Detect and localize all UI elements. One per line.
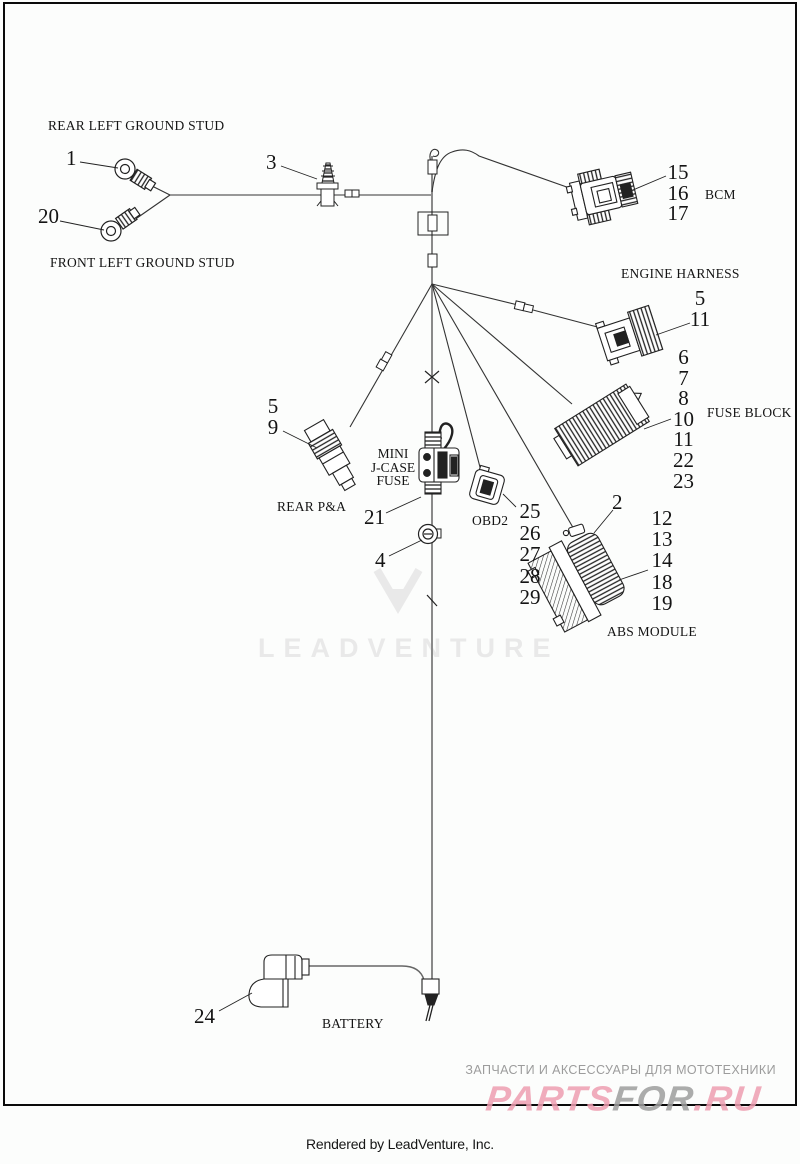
callout-14: 14	[651, 548, 673, 573]
callout-20: 20	[38, 204, 59, 228]
callout-3: 3	[266, 150, 277, 174]
callout-1: 1	[66, 146, 77, 170]
logo-ru-text: .RU	[692, 1079, 763, 1118]
label-engine-harness: ENGINE HARNESS	[621, 266, 740, 281]
callout-18: 18	[651, 569, 673, 594]
callout-2: 2	[612, 490, 623, 514]
label-bcm: BCM	[705, 187, 736, 202]
engine-harness-connector	[595, 305, 662, 366]
callout-5b: 5	[267, 394, 279, 418]
label-battery: BATTERY	[322, 1016, 384, 1031]
callout-6: 6	[678, 345, 689, 369]
bcm-callouts	[664, 162, 692, 224]
battery-terminal-boot	[249, 955, 309, 1007]
callout-7: 7	[678, 365, 689, 390]
callout-26: 26	[519, 520, 541, 545]
label-obd2: OBD2	[472, 513, 509, 528]
fuse-block-callouts	[669, 347, 698, 491]
bcm-wire	[432, 150, 578, 192]
callout-24: 24	[194, 1004, 215, 1028]
label-mini-jcase-fuse	[360, 447, 426, 488]
logo-parts-text: PARTS	[484, 1079, 616, 1118]
parts-store-tagline: ЗАПЧАСТИ И АКСЕССУАРЫ ДЛЯ МОТОТЕХНИКИ	[465, 1063, 776, 1077]
callout-29: 29	[519, 585, 541, 609]
bcm-connector	[564, 162, 640, 228]
harness-clip	[317, 163, 338, 206]
obd2-callouts	[515, 501, 545, 609]
grommet	[419, 525, 442, 544]
label-rear-left-ground-stud: REAR LEFT GROUND STUD	[48, 118, 225, 133]
callout-13: 13	[651, 527, 673, 552]
callout-5: 5	[694, 286, 706, 310]
abs-bolt	[563, 524, 585, 537]
callout-16: 16	[667, 180, 689, 205]
callout-12: 12	[651, 506, 673, 530]
rear-pa-connector	[302, 418, 362, 494]
label-abs-module: ABS MODULE	[607, 624, 697, 639]
callout-4: 4	[375, 548, 386, 572]
ring-terminal-rear	[115, 159, 157, 193]
logo-for-text: FOR	[610, 1079, 697, 1118]
engine-harness-callouts	[688, 288, 712, 330]
leadventure-v-logo-watermark	[377, 570, 419, 612]
callout-28: 28	[519, 563, 541, 588]
callout-11: 11	[689, 307, 711, 331]
callout-9: 9	[267, 414, 279, 439]
splice	[428, 215, 437, 231]
label-mini: MINI	[377, 446, 409, 461]
callout-17: 17	[667, 201, 689, 225]
callout-11b: 11	[673, 427, 694, 452]
label-fuse: FUSE	[376, 473, 410, 488]
ring-terminal-front	[101, 206, 141, 241]
partsfor-ru-logo	[484, 1079, 763, 1119]
label-jcase: J-CASE	[370, 459, 416, 475]
label-fuse-block: FUSE BLOCK	[707, 405, 792, 420]
label-rear-pa: REAR P&A	[277, 499, 347, 514]
inline-connector	[514, 301, 533, 313]
rear-pa-callouts	[262, 396, 284, 437]
splice	[428, 254, 437, 267]
label-front-left-ground-stud: FRONT LEFT GROUND STUD	[50, 255, 235, 270]
callout-23: 23	[673, 468, 694, 493]
inline-connector	[376, 351, 392, 371]
splice	[428, 160, 437, 174]
leadventure-watermark-text: LEADVENTURE	[258, 633, 560, 663]
rendered-by-footer: Rendered by LeadVenture, Inc.	[305, 1136, 494, 1152]
callout-25: 25	[519, 499, 541, 523]
fuse-block	[550, 380, 656, 469]
callout-19: 19	[651, 590, 673, 615]
obd2-connector	[468, 465, 506, 506]
abs-module-callouts	[647, 508, 677, 614]
callout-22: 22	[673, 447, 694, 472]
callout-10: 10	[673, 406, 694, 431]
callout-27: 27	[519, 542, 541, 566]
battery-wire	[308, 966, 424, 980]
callout-15: 15	[667, 160, 689, 184]
callout-8: 8	[678, 386, 689, 411]
callout-21: 21	[364, 505, 385, 529]
battery-terminal	[422, 979, 439, 1021]
